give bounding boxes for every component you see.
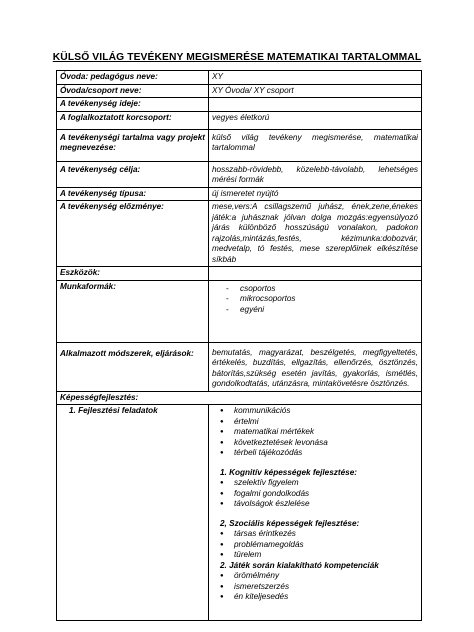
list-item: ● következtetések levonása	[220, 438, 418, 449]
value-methods: bemutatás, magyarázat, beszélgetés, megfigyeltetés, értékelés, buzdítás, ellgazítás, ellenőrzés, ösztönzés, bátorítás,szükség esetén javítás, gyakorlás, ismétlés, gondolkodtatás, utánzásra, mintakövetésre ösztönzés.	[209, 342, 422, 391]
value-group: XY Óvoda/ XY csoport	[209, 84, 422, 98]
label-forms: Munkaformák:	[57, 280, 209, 342]
list-item: ● én kiteljesedés	[220, 592, 418, 603]
label-type: A tevékenység típusa:	[57, 187, 209, 201]
work-forms-list	[212, 284, 418, 316]
list-item: ● ismeretszerzés	[220, 582, 418, 593]
game-heading: 2. Játék során kialakítható kompetenciák	[220, 560, 379, 570]
list-item: ● szelektív figyelem	[220, 478, 418, 489]
label-dev: 1. Fejlesztési feladatok	[57, 405, 209, 621]
value-age: vegyes életkorú	[209, 111, 422, 129]
list-item: ● társas érintkezés	[220, 529, 418, 540]
dev-list-game	[212, 571, 418, 603]
label-methods: Alkalmazott módszerek, eljárások:	[57, 342, 209, 391]
list-item: ● matematikai mértékek	[220, 427, 418, 438]
value-type: új ismeretet nyújtó	[209, 187, 422, 201]
soc-heading: 2, Szociális képességek fejlesztése:	[220, 518, 360, 528]
value-time	[209, 98, 422, 112]
value-teacher: XY	[209, 71, 422, 85]
row-goal	[57, 161, 422, 187]
row-age	[57, 111, 422, 129]
cog-heading: 1. Kognitív képességek fejlesztése:	[220, 467, 357, 477]
row-prior	[57, 201, 422, 267]
value-dev	[209, 405, 422, 621]
list-item: - egyéni	[226, 305, 418, 316]
row-group	[57, 84, 422, 98]
value-forms	[209, 280, 422, 342]
row-teacher	[57, 71, 422, 85]
value-tools	[209, 267, 422, 281]
list-item: - mikrocsoportos	[226, 294, 418, 305]
list-item: ● türelem	[220, 550, 418, 561]
list-item: ● problémamegoldás	[220, 540, 418, 551]
row-type	[57, 187, 422, 201]
label-goal: A tevékenység célja:	[57, 161, 209, 187]
label-teacher: Óvoda: pedagógus neve:	[57, 71, 209, 85]
list-item: ● térbeli tájékozódás	[220, 448, 418, 459]
list-item: ● fogalmi gondolkodás	[220, 489, 418, 500]
label-time: A tevékenység ideje:	[57, 98, 209, 112]
label-group: Óvoda/csoport neve:	[57, 84, 209, 98]
plan-table	[56, 70, 422, 621]
label-tools: Eszközök:	[57, 267, 209, 281]
row-skills	[57, 391, 422, 405]
row-time	[57, 98, 422, 112]
label-name: A tevékenységi tartalma vagy projekt megnevezése:	[57, 129, 209, 161]
list-item: ● távolságok észlelése	[220, 499, 418, 510]
label-age: A foglalkoztatott korcsoport:	[57, 111, 209, 129]
list-item: - csoportos	[226, 284, 418, 295]
value-name: külső világ tevékeny megismerése, matematikai tartalommal	[209, 129, 422, 161]
dev-list-cog	[212, 478, 418, 510]
dev-list-first	[212, 406, 418, 459]
list-item: ● örömélmény	[220, 571, 418, 582]
row-tools	[57, 267, 422, 281]
label-prior: A tevékenység előzménye:	[57, 201, 209, 267]
value-prior: mese,vers:A csillagszemű juhász, ének,zene,énekes játék:a juhásznak jólvan dolga mozgás:egyensúlyozó járás különböző hosszúságú vonalakon, padokon rajzolás,mintázás,festés, kézimunka:dobozvár, medvetalp, tó festés, mese szereplőinek elkészítése síkbáb	[209, 201, 422, 267]
document-title: KÜLSŐ VILÁG TEVÉKENY MEGISMERÉSE MATEMATIKAI TARTALOMMAL	[52, 52, 422, 63]
row-name	[57, 129, 422, 161]
row-forms	[57, 280, 422, 342]
row-methods	[57, 342, 422, 391]
list-item: ● értelmi	[220, 417, 418, 428]
row-dev	[57, 405, 422, 621]
list-item: ● kommunikációs	[220, 406, 418, 417]
label-skills: Képességfejlesztés:	[57, 391, 422, 405]
dev-list-soc	[212, 529, 418, 561]
value-goal: hosszabb-rövidebb, közelebb-távolabb, lehetséges mérési formák	[209, 161, 422, 187]
